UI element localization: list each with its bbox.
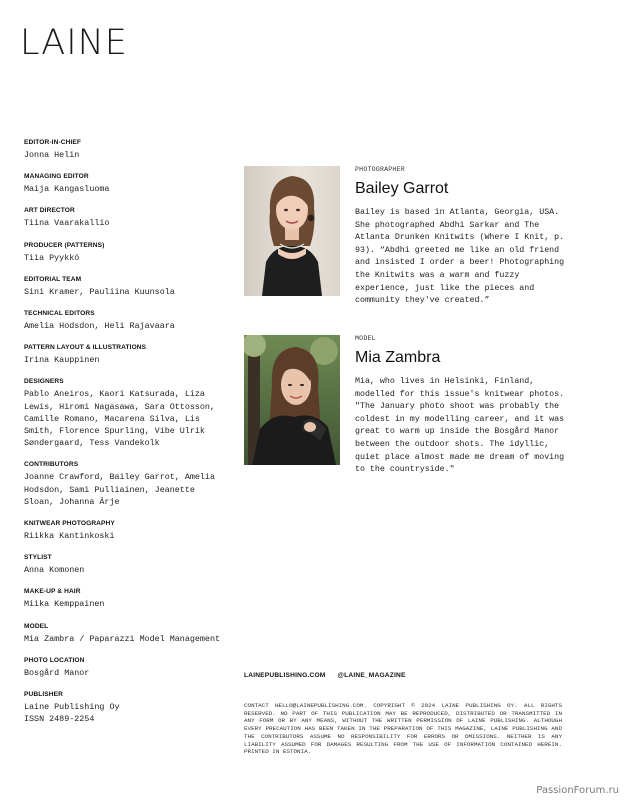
legal-notice: CONTACT HELLO@LAINEPUBLISHING.COM. COPYRIGHT © 2024 LAINE PUBLISHING OY. ALL RIGHTS RESERVED. NO PART OF THIS PUBLICATION MAY BE REPRODUCED, DISTRIBUTED OR TRANSMITTED IN ANY FORM OR BY ANY MEANS, WITHOUT THE WRITTEN PERMISSION OF LAINE PUBLISHING. ALTHOUGH EVERY PRECAUTION HAS BEEN TAKEN IN THE PREPARATION OF THIS MAGAZINE, LAINE PUBLISHING AND THE CONTRIBUTORS ASSUME NO RESPONSIBILITY FOR ERRORS OR OMISSIONS. NEITHER IS ANY LIABILITY ASSUMED FOR DAMAGES RESULTING FROM THE USE OF INFORMATION CONTAINED HEREIN. PRINTED IN ESTONIA.: [244, 702, 562, 756]
masthead-value: Mia Zambra / Paparazzi Model Management: [24, 633, 221, 644]
masthead-label: PATTERN LAYOUT & ILLUSTRATIONS: [24, 344, 147, 352]
masthead-label: MAKE-UP & HAIR: [24, 588, 81, 596]
masthead-value: Miika Kemppainen: [24, 599, 105, 610]
masthead-model: [24, 622, 229, 645]
profile-role: MODEL: [355, 335, 376, 342]
masthead-value: Jonna Helin: [24, 150, 80, 160]
masthead-pattern-layout: [24, 343, 229, 366]
masthead-value: Anna Komonen: [24, 565, 85, 576]
masthead-label: EDITORIAL TEAM: [24, 275, 82, 283]
masthead-stylist: [24, 553, 229, 576]
masthead-producer: [24, 241, 229, 264]
masthead-label: PUBLISHER: [24, 691, 64, 699]
masthead-value: Laine Publishing Oy: [24, 702, 120, 713]
masthead-label: CONTRIBUTORS: [24, 461, 79, 469]
masthead-label: PRODUCER (PATTERNS): [24, 241, 105, 249]
masthead-value: Riikka Kantinkoski: [24, 531, 115, 542]
masthead-label: MODEL: [24, 622, 49, 630]
masthead-value: Joanne Crawford, Bailey Garrot, Amelia Hodsdon, Sami Pulliainen, Jeanette Sloan, Johanna Ärje: [24, 472, 215, 507]
model-portrait: [244, 335, 340, 465]
profile-photographer: [244, 166, 574, 306]
photographer-portrait: [244, 166, 340, 296]
masthead-editor-in-chief: [24, 138, 229, 161]
masthead-label: MANAGING EDITOR: [24, 173, 89, 181]
masthead-contributors: [24, 460, 229, 508]
masthead-label: STYLIST: [24, 554, 52, 562]
profile-bio: Mia, who lives in Helsinki, Finland, modelled for this issue's knitwear photos. "The January photo shoot was probably the coldest in my modelling career, and it was great to warm up inside the Bosgård Manor between the outdoor shots. The idyllic, quiet place almost made me dream of moving to the countryside.": [355, 377, 565, 475]
masthead-knitwear-photography: [24, 519, 229, 542]
masthead-value: Tiina Vaarakallio: [24, 218, 110, 229]
masthead-makeup-hair: [24, 587, 229, 610]
profile-role: PHOTOGRAPHER: [355, 166, 405, 173]
masthead-value: Irina Kauppinen: [24, 355, 100, 366]
profile-name: Bailey Garrot: [355, 180, 449, 197]
masthead-technical-editors: [24, 309, 229, 332]
masthead-label: PHOTO LOCATION: [24, 656, 85, 664]
masthead-value: Sini Kramer, Pauliina Kuunsola: [24, 286, 175, 297]
masthead-art-director: [24, 206, 229, 229]
masthead-label: ART DIRECTOR: [24, 207, 75, 215]
masthead-value: Tiia Pyykkö: [24, 252, 80, 263]
laine-logo: LAINE: [20, 23, 128, 63]
profile-bio: Bailey is based in Atlanta, Georgia, USA. She photographed Abdhi Sarkar and The Atlanta Drunken Knitwits (Where I Knit, p. 93). “Abdhi greeted me like an old friend and insisted I order a beer! Photographing the Knitwits was a warm and fuzzy experience, just like the pieces and community they've created.”: [355, 208, 565, 306]
masthead-value: Amelia Hodsdon, Heli Rajavaara: [24, 321, 175, 332]
website-link[interactable]: LAINEPUBLISHING.COM: [244, 672, 326, 679]
masthead-value: Maija Kangasluoma: [24, 184, 110, 195]
masthead-managing-editor: [24, 172, 229, 195]
masthead-label: TECHNICAL EDITORS: [24, 310, 95, 318]
masthead-photo-location: [24, 656, 229, 679]
masthead-value: Pablo Aneiros, Kaori Katsurada, Liza Lewis, Hiromi Nagasawa, Sara Ottosson, Camille Romano, Macarena Silva, Lis Smith, Florence Spurling, Vibe Ulrik Søndergaard, Tess Vandekolk: [24, 389, 215, 449]
masthead-publisher: [24, 690, 229, 725]
footer-links: [244, 672, 416, 679]
model-text: [355, 335, 565, 477]
profile-model: [244, 335, 574, 475]
masthead-designers: [24, 377, 229, 449]
masthead-value: Bosgård Manor: [24, 667, 90, 678]
photographer-text: [355, 166, 565, 308]
masthead-label: KNITWEAR PHOTOGRAPHY: [24, 520, 115, 528]
masthead-label: EDITOR-IN-CHIEF: [24, 139, 82, 146]
masthead-editorial-team: [24, 275, 229, 298]
masthead: [24, 138, 229, 736]
watermark: PassionForum.ru: [536, 785, 619, 796]
profile-name: Mia Zambra: [355, 349, 441, 366]
masthead-label: DESIGNERS: [24, 378, 64, 386]
issn-number: ISSN 2489-2254: [24, 714, 95, 725]
instagram-handle[interactable]: @LAINE_MAGAZINE: [337, 672, 406, 679]
